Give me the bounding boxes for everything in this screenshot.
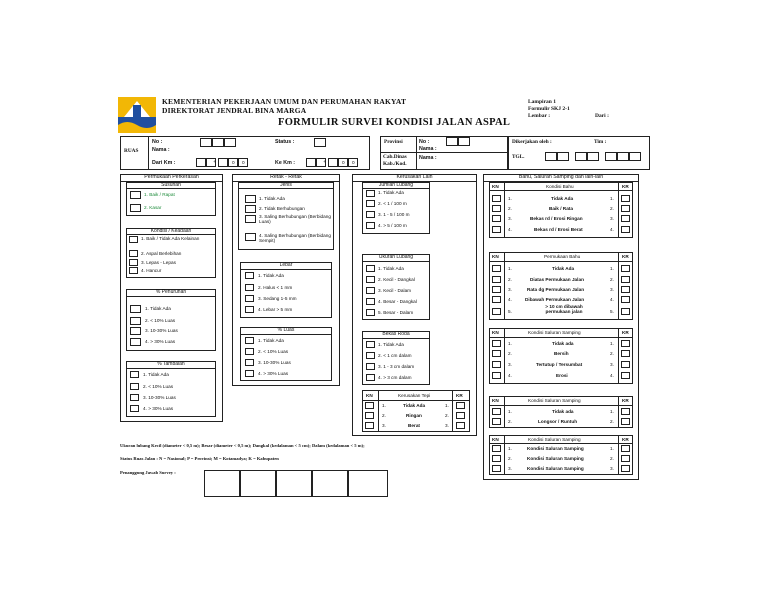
tepi-item-3: Berat — [408, 423, 420, 428]
sal1-kr-num-3: 3. — [610, 362, 614, 367]
lebar-checkbox-1[interactable] — [245, 272, 254, 279]
ke-km-field-1[interactable] — [306, 158, 316, 167]
kondisi-title: Kondisi / Keadaan — [126, 228, 216, 235]
bekas-roda-title: Bekas Roda — [362, 331, 430, 339]
roda-checkbox-4[interactable] — [366, 374, 375, 381]
pbahu-item-4: Dibawah Permukaan Jalan — [525, 297, 585, 302]
pbahu-kr-num-4: 4. — [610, 297, 614, 302]
luas-checkbox-4[interactable] — [245, 370, 254, 377]
sal3-kn-checkbox-3[interactable] — [492, 465, 501, 472]
pbahu-kr-header: KR — [622, 254, 629, 259]
sal2-num-2: 2. — [508, 419, 512, 424]
lubang-checkbox-1[interactable] — [366, 190, 375, 197]
tgl-day-field-2[interactable] — [557, 152, 569, 161]
tepi-num-3: 3. — [382, 423, 386, 428]
penurunan-item-1: 1. Tidak Ada — [145, 306, 171, 311]
penurunan-checkbox-2[interactable] — [130, 317, 141, 325]
pbahu-kr-num-1: 1. — [610, 266, 614, 271]
tepi-kr-num-1: 1. — [445, 403, 449, 408]
provinsi-no-field-2[interactable] — [458, 137, 470, 146]
ke-km-field-4[interactable] — [338, 158, 348, 167]
tambalan-item-1: 1. Tidak Ada — [143, 372, 169, 377]
ruas-no-field-1[interactable] — [200, 138, 212, 147]
sal3-num-1: 1. — [508, 446, 512, 451]
dari-km-zero-2: 0 — [242, 160, 245, 165]
pbahu-kr-checkbox-2[interactable] — [621, 276, 630, 283]
lebar-checkbox-3[interactable] — [245, 295, 254, 302]
ke-km-zero-2: 0 — [352, 160, 355, 165]
penurunan-checkbox-1[interactable] — [130, 305, 141, 313]
ukuran-checkbox-1[interactable] — [366, 265, 375, 272]
pbahu-item-3: Rata dg Permukaan Jalan — [527, 287, 585, 292]
sal2-item-2: Longsor / Runtuh — [538, 419, 578, 424]
sal2-kr-header: KR — [622, 398, 629, 403]
signature-cell-5[interactable] — [348, 470, 388, 497]
sal3-kr-num-1: 1. — [610, 446, 614, 451]
sal3-num-2: 2. — [508, 456, 512, 461]
retak-title: Retak - Retak — [232, 174, 340, 182]
bahu-kn-checkbox-1[interactable] — [492, 195, 501, 202]
status-field[interactable] — [314, 138, 326, 147]
tepi-title: Kerusakan Tepi — [398, 393, 431, 398]
bahu-kr-checkbox-1[interactable] — [621, 195, 630, 202]
tgl-year-field-3[interactable] — [629, 152, 641, 161]
sal1-kn-checkbox-3[interactable] — [492, 361, 501, 368]
penurunan-item-2: 2. < 10% Luas — [145, 318, 176, 323]
susunan-checkbox-1[interactable] — [130, 191, 141, 199]
lebar-item-1: 1. Tidak Ada — [258, 273, 284, 278]
lebar-checkbox-2[interactable] — [245, 284, 254, 291]
tepi-kr-num-3: 3. — [445, 423, 449, 428]
sal1-kr-checkbox-4[interactable] — [621, 372, 630, 379]
bahu-item-2: Baik / Rata — [549, 206, 573, 211]
sal1-kn-checkbox-4[interactable] — [492, 372, 501, 379]
pbahu-kr-checkbox-1[interactable] — [621, 265, 630, 272]
dari-km-field-1[interactable] — [196, 158, 206, 167]
status-legend: Status Ruas Jalan : N = Nasional; P = Provinsi; M = Kotamadya; K = Kabupaten — [120, 456, 279, 461]
sal1-item-1: Tidak ada — [552, 341, 574, 346]
tambalan-title: % Tambalan — [126, 361, 216, 369]
roda-item-1: 1. Tidak Ada — [378, 342, 404, 347]
luas-title: % Luas — [240, 327, 332, 335]
lampiran-label: Lampiran 1 — [528, 99, 556, 105]
luas-checkbox-1[interactable] — [245, 337, 254, 344]
tepi-kr-num-2: 2. — [445, 413, 449, 418]
sal2-kn-checkbox-1[interactable] — [492, 408, 501, 415]
sal3-kn-header: KN — [492, 437, 499, 442]
jenis-item-3: 3. Saling Berhubungan (Berbidang Luas) — [259, 214, 331, 224]
bahu-kn-checkbox-2[interactable] — [492, 205, 501, 212]
sal1-num-2: 2. — [508, 351, 512, 356]
jenis-item-1: 1. Tidak Ada — [259, 196, 285, 201]
ukuran-checkbox-5[interactable] — [366, 309, 375, 316]
jenis-item-4: 4. Saling Berhubungan (Berbidang Sempit) — [259, 233, 331, 243]
tambalan-item-4: 4. > 30% Luas — [143, 406, 174, 411]
provinsi-no-field-1[interactable] — [446, 137, 458, 146]
roda-item-4: 4. > 3 cm dalam — [378, 375, 412, 380]
sal1-item-3: Tertutup / Tersumbat — [536, 362, 583, 367]
tim-label: Tim : — [594, 139, 607, 145]
tepi-kr-checkbox-3[interactable] — [456, 422, 465, 429]
formulir-label: Formulir SKJ 2-1 — [528, 106, 570, 112]
pbahu-kn-checkbox-3[interactable] — [492, 286, 501, 293]
pbahu-num-5: 5. — [508, 309, 512, 314]
sal1-num-4: 4. — [508, 373, 512, 378]
luas-checkbox-2[interactable] — [245, 348, 254, 355]
sal1-kr-header: KR — [622, 330, 629, 335]
lebar-checkbox-4[interactable] — [245, 306, 254, 313]
susunan-checkbox-2[interactable] — [130, 204, 141, 212]
roda-checkbox-1[interactable] — [366, 341, 375, 348]
pbahu-num-3: 3. — [508, 287, 512, 292]
pbahu-kr-num-3: 3. — [610, 287, 614, 292]
sal3-kn-checkbox-1[interactable] — [492, 445, 501, 452]
sal1-kr-num-1: 1. — [610, 341, 614, 346]
luas-item-1: 1. Tidak Ada — [258, 338, 284, 343]
tepi-kr-checkbox-1[interactable] — [456, 402, 465, 409]
roda-checkbox-2[interactable] — [366, 352, 375, 359]
dari-km-zero-1: 0 — [232, 160, 235, 165]
tepi-num-2: 2. — [382, 413, 386, 418]
provinsi-no-label: No : — [419, 139, 430, 145]
tepi-item-1: Tidak Ada — [403, 403, 426, 408]
ruas-nama-label: Nama : — [152, 147, 170, 153]
directorate-heading: DIREKTORAT JENDRAL BINA MARGA — [162, 106, 307, 115]
tambalan-checkbox-2[interactable] — [130, 383, 139, 390]
bahu-kn-checkbox-3[interactable] — [492, 215, 501, 222]
tgl-year-field-1[interactable] — [605, 152, 617, 161]
tgl-month-field-1[interactable] — [575, 152, 587, 161]
tambalan-checkbox-3[interactable] — [130, 394, 139, 401]
status-label: Status : — [275, 139, 295, 145]
lubang-item-3: 3. 1 - 5 / 100 m — [378, 212, 410, 217]
lubang-checkbox-3[interactable] — [366, 211, 375, 218]
ruas-label: RUAS — [124, 148, 139, 154]
ruas-no-field-2[interactable] — [212, 138, 224, 147]
sal3-title: Kondisi Saluran Samping — [528, 437, 581, 442]
lebar-item-4: 4. Lebar > 5 mm — [258, 307, 293, 312]
tepi-kn-checkbox-3[interactable] — [365, 422, 374, 429]
jenis-checkbox-1[interactable] — [245, 195, 256, 203]
bahu-num-1: 1. — [508, 196, 512, 201]
permukaan-perkerasan-title: Permukaan Perkerasan — [120, 174, 223, 182]
sal2-kr-num-1: 1. — [610, 409, 614, 414]
susunan-item-1: 1. Baik / Rapat — [144, 192, 175, 197]
cab-nama-label: Nama : — [419, 155, 437, 161]
ukuran-item-5: 5. Besar - Dalam — [378, 310, 414, 315]
pbahu-item-2: Diatas Permukaan Jalan — [530, 277, 584, 282]
sal3-kn-checkbox-2[interactable] — [492, 455, 501, 462]
pbahu-kr-checkbox-4[interactable] — [621, 296, 630, 303]
bahu-kr-num-2: 2. — [610, 206, 614, 211]
lampiran-block — [528, 99, 570, 120]
sal3-kr-header: KR — [622, 437, 629, 442]
penurunan-checkbox-3[interactable] — [130, 327, 141, 335]
pbahu-num-4: 4. — [508, 297, 512, 302]
tepi-item-2: Ringan — [406, 413, 422, 418]
luas-checkbox-3[interactable] — [245, 359, 254, 366]
jenis-item-2: 2. Tidak Berhubungan — [259, 206, 305, 211]
sal3-kr-num-2: 2. — [610, 456, 614, 461]
pbahu-title: Permukaan Bahu — [544, 254, 581, 259]
pbahu-kr-num-2: 2. — [610, 277, 614, 282]
pu-logo — [118, 97, 156, 133]
tgl-month-field-2[interactable] — [587, 152, 599, 161]
lubang-item-1: 1. Tidak Ada — [378, 190, 404, 195]
bahu-kr-checkbox-3[interactable] — [621, 215, 630, 222]
sal1-kr-num-4: 4. — [610, 373, 614, 378]
sal2-title: Kondisi Saluran Samping — [528, 398, 581, 403]
form-title: FORMULIR SURVEI KONDISI JALAN ASPAL — [278, 117, 511, 128]
sal3-kr-checkbox-2[interactable] — [621, 455, 630, 462]
tgl-year-field-2[interactable] — [617, 152, 629, 161]
tambalan-item-3: 3. 10-30% Luas — [143, 395, 176, 400]
ukuran-item-4: 4. Besar - Dangkal — [378, 299, 417, 304]
ukuran-item-3: 3. Kecil - Dalam — [378, 288, 412, 293]
cab-dinas-label: Cab.Dinas Kab./Kod. — [383, 154, 407, 167]
signature-cell-2[interactable] — [240, 470, 276, 497]
pbahu-num-1: 1. — [508, 266, 512, 271]
tgl-label: TGL. — [512, 154, 525, 160]
ukuran-item-2: 2. Kecil - Dangkal — [378, 277, 415, 282]
bahu-title: Kondisi Bahu — [546, 184, 574, 189]
susunan-item-2: 2. Kasar — [144, 205, 162, 210]
lebar-title: Lebar — [240, 262, 332, 270]
bahu-num-2: 2. — [508, 206, 512, 211]
jenis-title: Jenis — [238, 182, 334, 189]
sal2-kn-checkbox-2[interactable] — [492, 418, 501, 425]
tambalan-checkbox-1[interactable] — [130, 371, 139, 378]
dari-km-field-3[interactable] — [218, 158, 228, 167]
sal2-kr-checkbox-1[interactable] — [621, 408, 630, 415]
sal1-kn-header: KN — [492, 330, 499, 335]
jenis-checkbox-3[interactable] — [245, 215, 256, 223]
signature-cell-1[interactable] — [204, 470, 240, 497]
bahu-kr-checkbox-2[interactable] — [621, 205, 630, 212]
tgl-day-field-1[interactable] — [545, 152, 557, 161]
roda-checkbox-3[interactable] — [366, 363, 375, 370]
tepi-kn-header: KN — [366, 393, 373, 398]
ruas-no-label: No : — [152, 139, 163, 145]
susunan-title: Susunan — [126, 182, 216, 189]
pbahu-kr-checkbox-5[interactable] — [621, 308, 630, 315]
lubang-checkbox-2[interactable] — [366, 200, 375, 207]
tambalan-checkbox-4[interactable] — [130, 405, 139, 412]
penurunan-item-3: 3. 10-30% Luas — [145, 328, 178, 333]
dikerjakan-label: Dikerjakan oleh : — [512, 139, 552, 145]
kerusakan-lain-title: Kerusakan Lain — [352, 174, 477, 182]
jumlah-lubang-title: Jumlah Lubang — [362, 182, 430, 189]
sal3-kr-checkbox-3[interactable] — [621, 465, 630, 472]
lembar-label: Lembar : — [528, 113, 551, 119]
tambalan-item-2: 2. < 10% Luas — [143, 384, 174, 389]
pbahu-num-2: 2. — [508, 277, 512, 282]
lebar-item-3: 3. Sedang 1-5 mm — [258, 296, 297, 301]
pbahu-kr-num-5: 5. — [610, 309, 614, 314]
sal3-kr-num-3: 3. — [610, 466, 614, 471]
pbahu-kn-checkbox-1[interactable] — [492, 265, 501, 272]
kondisi-checkbox-2[interactable] — [129, 250, 138, 257]
ukuran-checkbox-2[interactable] — [366, 276, 375, 283]
tepi-kn-checkbox-2[interactable] — [365, 412, 374, 419]
pbahu-kn-checkbox-5[interactable] — [492, 308, 501, 315]
ke-km-plus: + — [323, 159, 326, 164]
ke-km-field-3[interactable] — [328, 158, 338, 167]
sal1-item-4: Erosi — [556, 373, 568, 378]
sal1-num-1: 1. — [508, 341, 512, 346]
pbahu-kr-checkbox-3[interactable] — [621, 286, 630, 293]
bahu-kr-checkbox-4[interactable] — [621, 226, 630, 233]
sal1-kr-num-2: 2. — [610, 351, 614, 356]
ukuran-checkbox-4[interactable] — [366, 298, 375, 305]
sal3-kr-checkbox-1[interactable] — [621, 445, 630, 452]
roda-item-3: 3. 1 - 3 cm dalam — [378, 364, 415, 369]
sal2-kr-num-2: 2. — [610, 419, 614, 424]
kondisi-item-2: 2. Aspal Berlebihan — [141, 251, 182, 256]
dari-km-field-4[interactable] — [228, 158, 238, 167]
luas-item-4: 4. > 30% Luas — [258, 371, 289, 376]
bahu-num-4: 4. — [508, 227, 512, 232]
ke-km-zero-1: 0 — [342, 160, 345, 165]
bahu-saluran-title: Bahu, Saluran Samping dan lain-lain — [483, 174, 639, 182]
dari-km-label: Dari Km : — [152, 160, 176, 166]
provinsi-label: Provinsi — [384, 139, 403, 145]
penurunan-checkbox-4[interactable] — [130, 338, 141, 346]
jenis-checkbox-2[interactable] — [245, 205, 256, 213]
lubang-checkbox-4[interactable] — [366, 222, 375, 229]
roda-item-2: 2. < 1 cm dalam — [378, 353, 412, 358]
tepi-kr-checkbox-2[interactable] — [456, 412, 465, 419]
bahu-kn-checkbox-4[interactable] — [492, 226, 501, 233]
bahu-kr-num-4: 4. — [610, 227, 614, 232]
kondisi-item-3: 3. Lepas - Lepas — [141, 260, 176, 265]
kondisi-checkbox-1[interactable] — [129, 236, 138, 243]
penurunan-item-4: 4. > 30% Luas — [145, 339, 176, 344]
sal1-kn-checkbox-2[interactable] — [492, 350, 501, 357]
sal3-num-3: 3. — [508, 466, 512, 471]
sal2-item-1: Tidak ada — [552, 409, 574, 414]
ukuran-legend: Ukuran lubang Kecil (diameter < 0,5 m); Besar (diameter < 0,5 m); Dangkal (kedalaman < 5 cm); Dalam (kedalaman < 5 m); — [120, 443, 365, 448]
luas-item-3: 3. 10-30% Luas — [258, 360, 291, 365]
pbahu-kn-checkbox-4[interactable] — [492, 296, 501, 303]
sal1-item-2: Bersih — [554, 351, 569, 356]
jenis-checkbox-4[interactable] — [245, 233, 256, 241]
sal3-item-3: Kondisi Saluran Samping — [527, 466, 584, 471]
bahu-item-1: Tidak Ada — [551, 196, 574, 201]
bahu-kr-num-3: 3. — [610, 216, 614, 221]
bahu-num-3: 3. — [508, 216, 512, 221]
kondisi-item-4: 4. Hancur — [141, 268, 162, 273]
pbahu-kn-header: KN — [492, 254, 499, 259]
dari-km-field-5[interactable] — [238, 158, 248, 167]
lubang-item-2: 2. < 1 / 100 m — [378, 201, 407, 206]
signature-cell-3[interactable] — [276, 470, 312, 497]
ukuran-checkbox-3[interactable] — [366, 287, 375, 294]
ministry-heading: KEMENTERIAN PEKERJAAN UMUM DAN PERUMAHAN RAKYAT — [162, 97, 407, 106]
sal1-kn-checkbox-1[interactable] — [492, 340, 501, 347]
sal3-item-2: Kondisi Saluran Samping — [527, 456, 584, 461]
sal1-kr-checkbox-3[interactable] — [621, 361, 630, 368]
ke-km-label: Ke Km : — [275, 160, 296, 166]
pbahu-item-1: Tidak Ada — [552, 266, 575, 271]
kondisi-checkbox-3[interactable] — [129, 259, 138, 266]
bahu-item-4: Bekas rd / Erosi Berat — [534, 227, 583, 232]
luas-item-2: 2. < 10% Luas — [258, 349, 289, 354]
pbahu-item-5: > 10 cm dibawah permukaan jalan — [545, 304, 583, 314]
pbahu-kn-checkbox-2[interactable] — [492, 276, 501, 283]
kondisi-checkbox-4[interactable] — [129, 267, 138, 274]
bahu-kr-header: KR — [622, 184, 629, 189]
ruas-no-field-3[interactable] — [224, 138, 236, 147]
dari-label: Dari : — [595, 113, 609, 119]
ukuran-lubang-title: Ukuran Lubang — [362, 254, 430, 262]
tepi-kn-checkbox-1[interactable] — [365, 402, 374, 409]
provinsi-nama-label: Nama : — [419, 146, 437, 152]
tepi-kr-header: KR — [456, 393, 463, 398]
bahu-kr-num-1: 1. — [610, 196, 614, 201]
sal1-title: Kondisi Saluran Samping — [528, 330, 581, 335]
kondisi-item-1: 1. Baik / Tidak Ada Kelainan — [141, 236, 200, 241]
signature-cell-4[interactable] — [312, 470, 348, 497]
sal1-kr-checkbox-1[interactable] — [621, 340, 630, 347]
lubang-item-4: 4. > 5 / 100 m — [378, 223, 407, 228]
penanggung-jawab-label: Penanggung Jawab Survey : — [120, 470, 176, 475]
sal1-num-3: 3. — [508, 362, 512, 367]
ke-km-field-5[interactable] — [348, 158, 358, 167]
sal1-kr-checkbox-2[interactable] — [621, 350, 630, 357]
sal2-num-1: 1. — [508, 409, 512, 414]
sal2-kr-checkbox-2[interactable] — [621, 418, 630, 425]
sal3-item-1: Kondisi Saluran Samping — [527, 446, 584, 451]
lebar-item-2: 2. Halus < 1 mm — [258, 285, 293, 290]
sal2-kn-header: KN — [492, 398, 499, 403]
bahu-kn-header: KN — [492, 184, 499, 189]
bahu-item-3: Bekas rd / Erosi Ringan — [530, 216, 583, 221]
tepi-num-1: 1. — [382, 403, 386, 408]
ukuran-item-1: 1. Tidak Ada — [378, 266, 404, 271]
dari-km-plus: + — [213, 159, 216, 164]
penurunan-title: % Penurunan — [126, 289, 216, 297]
